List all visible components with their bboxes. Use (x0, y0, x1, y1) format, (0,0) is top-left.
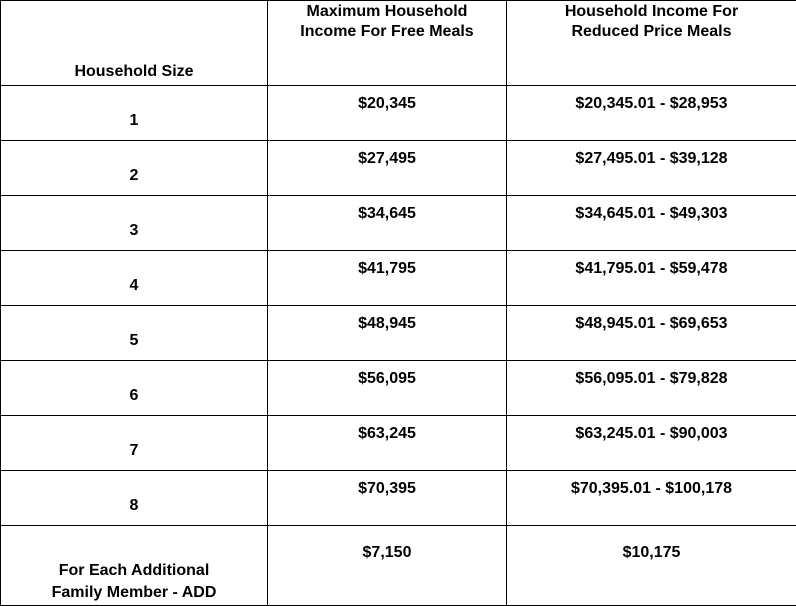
household-size-cell: 8 (1, 471, 268, 526)
household-size-cell: 1 (1, 86, 268, 141)
free-meals-header-line2: Income For Free Meals (268, 22, 506, 42)
reduced-meals-header-line1: Household Income For (507, 2, 796, 22)
table-row (1, 141, 796, 196)
free-meals-income-cell: $56,095 (268, 361, 507, 416)
additional-free-meals-cell: $7,150 (268, 526, 507, 606)
household-size-cell: 5 (1, 306, 268, 361)
table-row (1, 416, 796, 471)
reduced-meals-income-cell: $34,645.01 - $49,303 (507, 196, 796, 251)
household-size-cell: 2 (1, 141, 268, 196)
additional-member-row (1, 526, 796, 606)
table-row (1, 471, 796, 526)
table-row (1, 196, 796, 251)
table-row (1, 251, 796, 306)
reduced-meals-header (507, 1, 796, 86)
free-meals-income-cell: $48,945 (268, 306, 507, 361)
reduced-meals-income-cell: $41,795.01 - $59,478 (507, 251, 796, 306)
household-size-cell: 4 (1, 251, 268, 306)
free-meals-header-line1: Maximum Household (268, 2, 506, 22)
additional-member-label-line2: Family Member - ADD (1, 582, 267, 604)
free-meals-income-cell: $63,245 (268, 416, 507, 471)
table-row (1, 361, 796, 416)
table-row (1, 306, 796, 361)
free-meals-income-cell: $20,345 (268, 86, 507, 141)
free-meals-income-cell: $34,645 (268, 196, 507, 251)
reduced-meals-income-cell: $20,345.01 - $28,953 (507, 86, 796, 141)
additional-reduced-meals-cell: $10,175 (507, 526, 796, 606)
reduced-meals-income-cell: $48,945.01 - $69,653 (507, 306, 796, 361)
household-size-header: Household Size (1, 1, 268, 86)
additional-member-label-line1: For Each Additional (1, 560, 267, 582)
household-size-cell: 6 (1, 361, 268, 416)
free-meals-income-cell: $27,495 (268, 141, 507, 196)
reduced-meals-income-cell: $27,495.01 - $39,128 (507, 141, 796, 196)
reduced-meals-income-cell: $63,245.01 - $90,003 (507, 416, 796, 471)
reduced-meals-header-line2: Reduced Price Meals (507, 22, 796, 42)
header-row (1, 1, 796, 86)
free-meals-income-cell: $70,395 (268, 471, 507, 526)
additional-member-label (1, 526, 268, 606)
household-size-cell: 7 (1, 416, 268, 471)
reduced-meals-income-cell: $70,395.01 - $100,178 (507, 471, 796, 526)
table-row (1, 86, 796, 141)
reduced-meals-income-cell: $56,095.01 - $79,828 (507, 361, 796, 416)
household-size-cell: 3 (1, 196, 268, 251)
free-meals-income-cell: $41,795 (268, 251, 507, 306)
free-meals-header (268, 1, 507, 86)
